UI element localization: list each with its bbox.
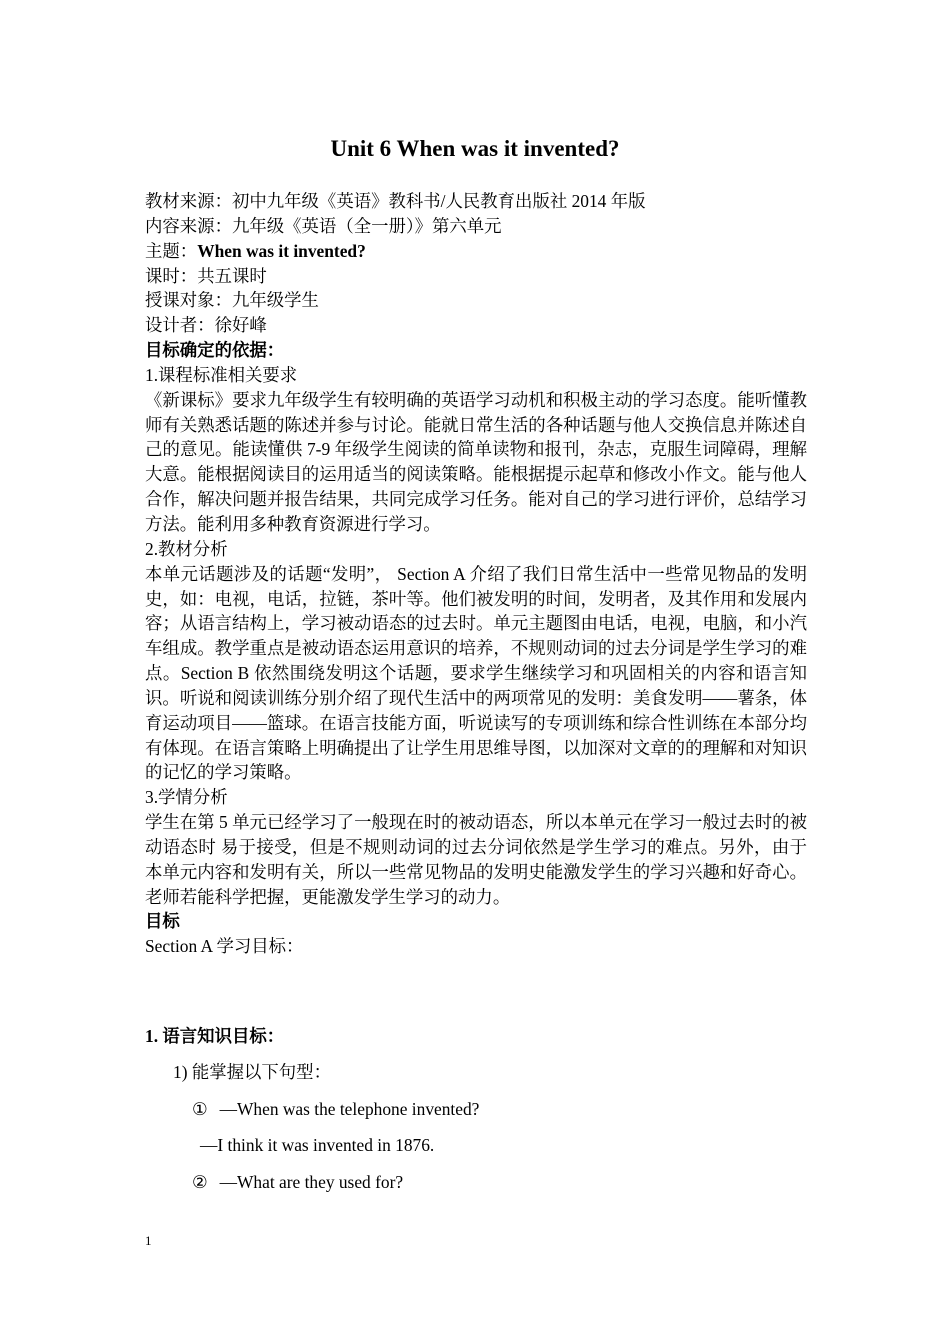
designer-label: 设计者： bbox=[145, 315, 215, 336]
section3-paragraph: 学生在第 5 单元已经学习了一般现在时的被动语态，所以本单元在学习一般过去时的被动语态时 易于接受，但是不规则动词的过去分词依然是学生学习的难点。另外，由于本单元内容和发明有关，所以一些常见物品的发明史能激发学生的学习兴趣和好奇心。老师若能科学把握，更能激发学生学习的动力。 bbox=[145, 812, 807, 907]
source-label: 教材来源： bbox=[145, 191, 232, 211]
section-a-goals: Section A 学习目标： bbox=[145, 936, 304, 957]
dialog-2-marker: ② bbox=[192, 1172, 208, 1192]
source-line bbox=[145, 189, 807, 214]
dialog-1-marker: ① bbox=[192, 1099, 208, 1119]
language-goal-heading: 1. 语言知识目标： bbox=[145, 1026, 285, 1046]
dialog-1-question-text: —When was the telephone invented? bbox=[219, 1099, 480, 1119]
section2-paragraph: 本单元话题涉及的话题“发明”， Section A 介绍了我们日常生活中一些常见物品的发明史，如：电视，电话，拉链，茶叶等。他们被发明的时间，发明者，及其作用和发展内容；从语言结构上，学习被动语态的过去时。单元主题图由电话，电视，电脑，和小汽车组成。教学重点是被动语态运用意识的培养，不规则动词的过去分词是学生学习的难点。Section B 依然围绕发明这个话题，要求学生继续学习和巩固相关的内容和语言知识。听说和阅读训练分别介绍了现代生活中的两项常见的发明：美食发明——薯条，体育运动项目——篮球。在语言技能方面，听说读写的专项训练和综合性训练在本部分均有体现。在语言策略上明确提出了让学生用思维导图，以加深对文章的的理解和对知识的记忆的学习策略。 bbox=[145, 563, 807, 783]
hours-value: 共五课时 bbox=[197, 265, 267, 286]
dialog-1-question bbox=[192, 1097, 479, 1121]
audience-value: 九年级学生 bbox=[231, 290, 319, 311]
hours-label: 课时： bbox=[145, 265, 198, 286]
content-label: 内容来源： bbox=[145, 215, 232, 236]
audience-line bbox=[145, 288, 807, 313]
content-line bbox=[145, 214, 807, 239]
topic-label: 主题： bbox=[145, 240, 198, 261]
designer-value: 徐好峰 bbox=[214, 315, 267, 336]
dialog-2-question-text: —What are they used for? bbox=[219, 1172, 404, 1192]
page-number: 1 bbox=[145, 1233, 152, 1248]
basis-heading: 目标确定的依据： bbox=[145, 340, 285, 361]
topic-value: When was it invented? bbox=[197, 240, 366, 261]
source-value: 初中九年级《英语》教科书/人民教育出版社 2014 年版 bbox=[231, 191, 646, 211]
designer-line bbox=[145, 313, 807, 338]
section1-paragraph: 《新课标》要求九年级学生有较明确的英语学习动机和积极主动的学习态度。能听懂教师有关熟悉话题的陈述并参与讨论。能就日常生活的各种话题与他人交换信息并陈述自己的意见。能读懂供 7-9 年级学生阅读的简单读物和报刊，杂志，克服生词障碍，理解大意。能根据阅读目的运用适当的阅读策略。能根据提示起草和修改小作文。能与他人 合作，解决问题并报告结果，共同完成学习任务。能对自己的学习进行评价，总结学习方法。能利用多种教育资源进行学习。 bbox=[145, 389, 807, 534]
section2-heading: 2.教材分析 bbox=[145, 538, 228, 559]
content-value: 九年级《英语（全一册）》第六单元 bbox=[231, 215, 502, 236]
hours-line bbox=[145, 264, 807, 289]
goals-heading: 目标 bbox=[145, 911, 180, 932]
section3-heading: 3.学情分析 bbox=[145, 787, 228, 808]
sentence-patterns-label: 1) 能掌握以下句型： bbox=[173, 1062, 331, 1082]
topic-line bbox=[145, 239, 807, 264]
audience-label: 授课对象： bbox=[145, 290, 232, 311]
document-title: Unit 6 When was it invented? bbox=[330, 136, 620, 161]
dialog-1-answer: —I think it was invented in 1876. bbox=[200, 1135, 435, 1155]
document-body bbox=[145, 189, 807, 959]
dialog-2-question bbox=[192, 1170, 403, 1194]
section1-heading: 1.课程标准相关要求 bbox=[145, 364, 298, 385]
